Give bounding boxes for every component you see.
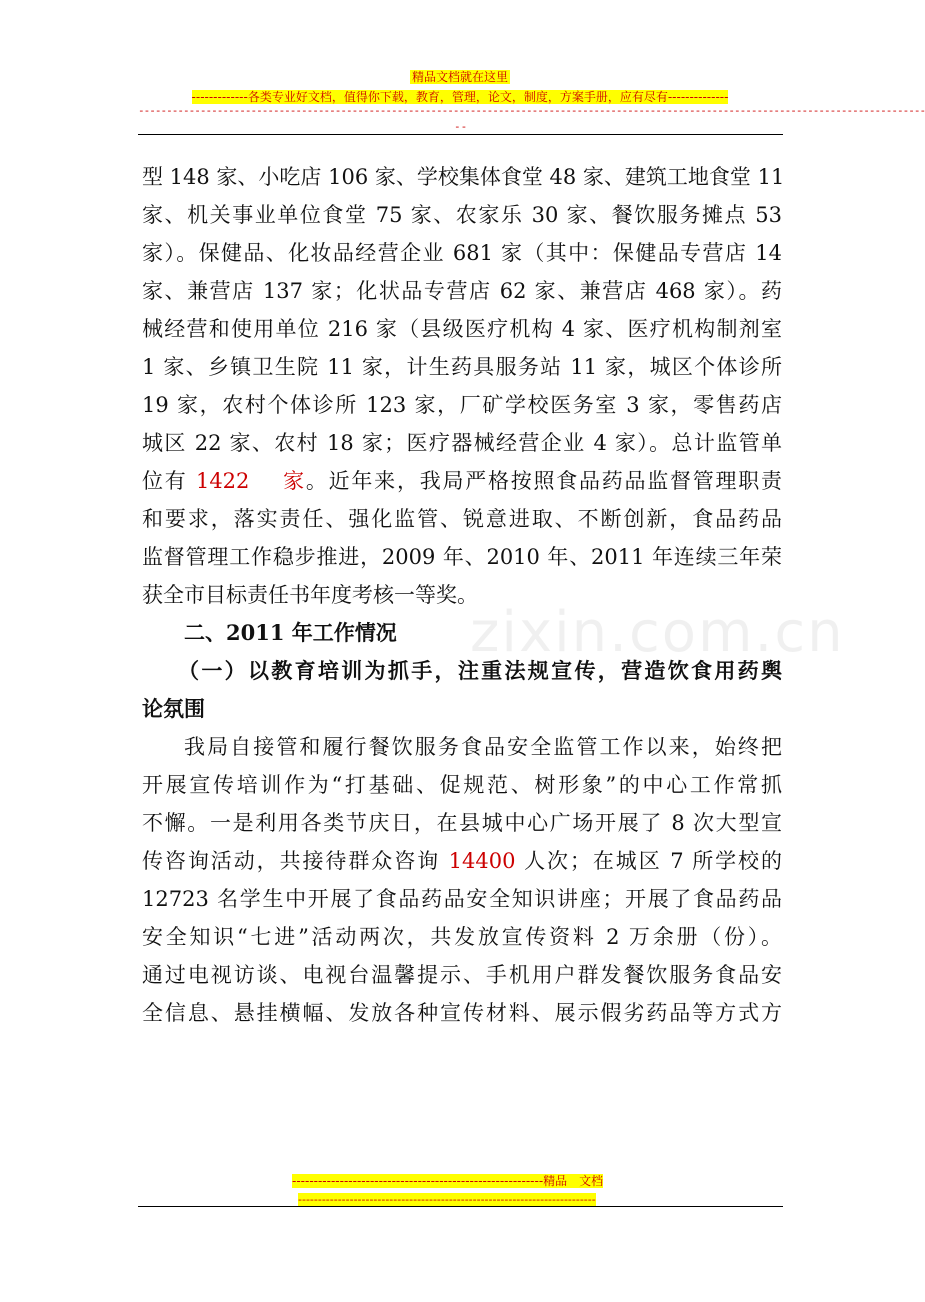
body-line: 不懈。一是利用各类节庆日，在县城中心广场开展了 8 次大型宣 — [142, 811, 782, 835]
body-line: 获全市目标责任书年度考核一等奖。 — [142, 583, 478, 607]
footer-line-1: ----------------------------------------------------------精品 文档 — [292, 1174, 604, 1188]
body-text: 传咨询活动，共接待群众咨询 — [142, 849, 449, 873]
header-title: 精品文档就在这里 — [411, 70, 508, 84]
body-line: 家、机关事业单位食堂 75 家、农家乐 30 家、餐饮服务摊点 53 — [142, 203, 782, 227]
header-dash-line-2: -- — [454, 120, 468, 133]
subsection-heading-cont: 论氛围 — [142, 696, 205, 721]
body-line: 全信息、悬挂横幅、发放各种宣传材料、展示假劣药品等方式方 — [142, 1001, 782, 1025]
subsection-heading: （一）以教育培训为抓手，注重法规宣传，营造饮食用药舆 — [178, 658, 782, 683]
total-count: 1422 — [195, 469, 250, 493]
body-line: 19 家，农村个体诊所 123 家，厂矿学校医务室 3 家，零售药店 — [142, 393, 782, 417]
consult-count: 14400 — [448, 849, 516, 873]
body-line: 12723 名学生中开展了食品药品安全知识讲座；开展了食品药品 — [142, 887, 782, 911]
body-line: 家、兼营店 137 家；化状品专营店 62 家、兼营店 468 家）。药 — [142, 279, 782, 303]
body-line-total — [142, 462, 782, 500]
body-line: 械经营和使用单位 216 家（县级医疗机构 4 家、医疗机构制剂室 — [142, 317, 782, 341]
body-line: 开展宣传培训作为“打基础、促规范、树形象”的中心工作常抓 — [142, 773, 782, 797]
header-dash-line: -------------------------------------------------------------------------------------------------------------------------------------------- — [138, 104, 925, 117]
body-line: 城区 22 家、农村 18 家；医疗器械经营企业 4 家）。总计监管单 — [142, 431, 782, 455]
body-line: 安全知识“七进”活动两次，共发放宣传资料 2 万余册（份）。 — [142, 925, 782, 949]
total-unit: 家 — [281, 469, 306, 493]
body-text: 人次；在城区 7 所学校的 — [515, 849, 782, 873]
footer-line-2: --------------------------------------------------------------------------- — [298, 1193, 596, 1206]
footer-rule — [138, 1206, 783, 1207]
body-line-consult — [142, 842, 782, 880]
body-line: 1 家、乡镇卫生院 11 家，计生药具服务站 11 家，城区个体诊所 — [142, 355, 782, 379]
body-line: 我局自接管和履行餐饮服务食品安全监管工作以来，始终把 — [184, 735, 782, 759]
header-rule — [138, 134, 783, 135]
document-body — [142, 158, 785, 1032]
body-line: 型 148 家、小吃店 106 家、学校集体食堂 48 家、建筑工地食堂 11 — [142, 165, 785, 189]
section-heading: 二、2011 年工作情况 — [184, 620, 397, 645]
body-text: 位有 — [142, 469, 196, 493]
body-line: 通过电视访谈、电视台温馨提示、手机用户群发餐饮服务食品安 — [142, 963, 782, 987]
header-subtitle: -------------各类专业好文档，值得你下载，教育，管理，论文，制度，方案手册，应有尽有-------------- — [191, 90, 729, 104]
body-text: 。近年来，我局严格按照食品药品监督管理职责 — [305, 469, 783, 493]
body-line: 监督管理工作稳步推进，2009 年、2010 年、2011 年连续三年荣 — [142, 545, 782, 569]
body-line: 和要求，落实责任、强化监管、锐意进取、不断创新，食品药品 — [142, 507, 782, 531]
watermark: zixin.com.cn — [470, 600, 845, 665]
body-line: 家）。保健品、化妆品经营企业 681 家（其中：保健品专营店 14 — [142, 241, 782, 265]
